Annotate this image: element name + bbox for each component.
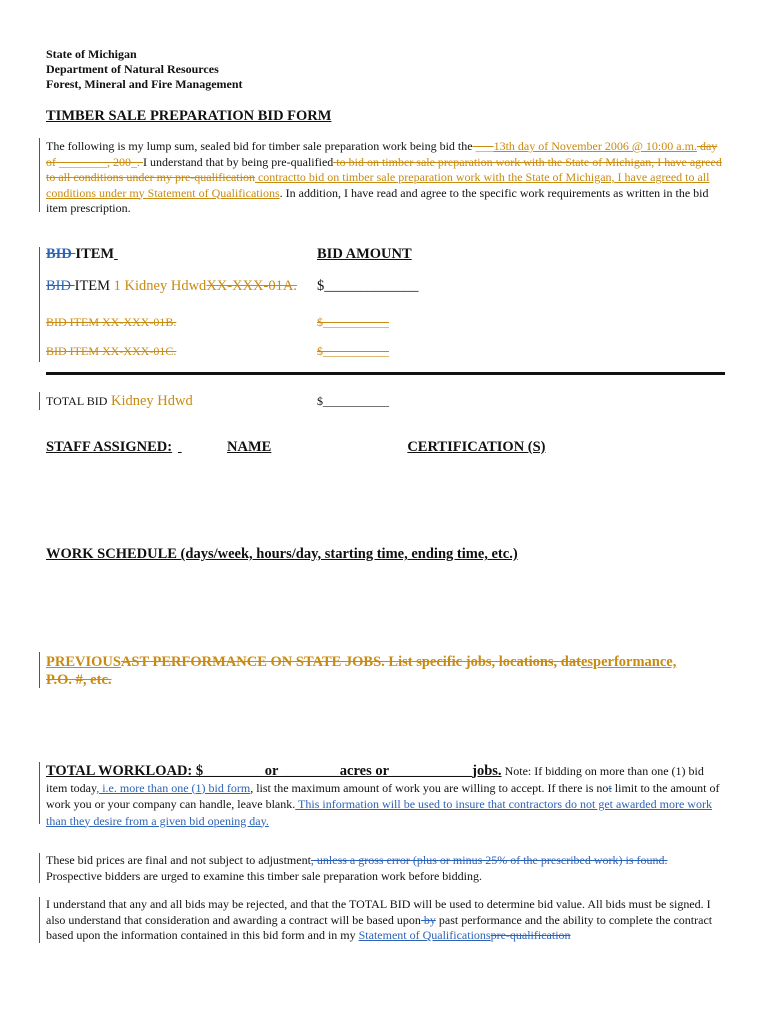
bid-row-2: BID ITEM XX-XXX-01B. xyxy=(46,315,177,329)
intro-deleted-date: day of ________, 200_. xyxy=(46,139,718,169)
workload-note-inserted: , i.e. more than one (1) bid form xyxy=(96,780,251,795)
workload-note: limit to the amount of work you or your company can handle, leave blank. xyxy=(46,780,720,811)
intro-text: . In addition, I have read and agree to the specific work requirements as written in the bid item prescription. xyxy=(46,185,709,215)
bid-row-name: 1 Kidney Hdwd xyxy=(113,278,207,294)
final-prices-paragraph xyxy=(46,853,726,884)
header-state: State of Michigan xyxy=(46,47,137,61)
bid-row-code: XX-XXX-01A. xyxy=(206,278,297,294)
previous-inserted: PREVIOUS xyxy=(46,654,121,670)
understand-inserted: Statement of Qualifications xyxy=(358,928,491,942)
bid-header-underline xyxy=(114,246,316,263)
intro-text: The following is my lump sum, sealed bid for timber sale preparation work being bid the xyxy=(46,139,473,153)
change-bar xyxy=(39,392,40,410)
bid-header-item: ITEM xyxy=(75,246,115,262)
understand-text: past performance and the ability to complete the contract based upon the information contained in this bid form and in my xyxy=(46,912,713,942)
total-bid-row xyxy=(46,392,193,410)
staff-assigned-label: STAFF ASSIGNED: xyxy=(46,439,173,455)
workload-note: Note: If bidding on more than one (1) bid item today xyxy=(46,764,704,795)
final-text: These bid prices are final and not subject to adjustment xyxy=(46,853,311,867)
understanding-paragraph xyxy=(46,897,726,944)
workload-note: , list the maximum amount of work you are willing to accept. If there is no xyxy=(250,780,609,795)
work-schedule-label: WORK SCHEDULE (days/week, hours/day, starting time, ending time, etc.) xyxy=(46,546,518,562)
final-text: Prospective bidders are urged to examine this timber sale preparation work before bidding. xyxy=(46,868,482,883)
previous-deleted: AST PERFORMANCE ON STATE JOBS. List specific jobs, locations, dat xyxy=(120,654,581,670)
staff-name-label xyxy=(227,439,546,456)
header-division: Forest, Mineral and Fire Management xyxy=(46,77,243,91)
bid-row-deleted: BID xyxy=(46,278,75,294)
header-department: Department of Natural Resources xyxy=(46,62,219,76)
change-bar xyxy=(39,652,40,688)
divider-rule xyxy=(46,372,725,375)
understand-deleted: by xyxy=(420,912,436,927)
staff-name-underline xyxy=(271,439,407,456)
total-bid-amount: $___________ xyxy=(317,394,389,408)
previous-inserted: esperformance, xyxy=(580,654,677,670)
staff-cert-label: CERTIFICATION (S) xyxy=(407,439,546,455)
bid-table-header xyxy=(46,246,316,263)
staff-gap-underline xyxy=(178,439,226,456)
bid-row-item: ITEM xyxy=(74,278,114,294)
bid-header-amount: BID AMOUNT xyxy=(317,246,412,262)
change-bar xyxy=(39,247,40,362)
workload-note-inserted: This information will be used to insure that contractors do not get awarded more work than they desire from a given bid opening day. xyxy=(46,797,712,828)
bid-row-2-amount: $___________ xyxy=(317,315,389,329)
understand-text: I understand that any and all bids may be rejected, and that the TOTAL BID will be used to determine bid value. All bids must be signed. I also understand that consideration and awarding a contract will be based upon xyxy=(46,897,711,927)
bid-row-3: BID ITEM XX-XXX-01C. xyxy=(46,344,177,358)
workload-note-deleted: t xyxy=(608,780,612,795)
bid-row-3-amount: $___________ xyxy=(317,344,389,358)
form-title: TIMBER SALE PREPARATION BID FORM xyxy=(46,108,332,124)
intro-deleted-clause: to bid on timber sale preparation work with the State of Michigan, I have agreed to all conditions under my pre-qualification xyxy=(46,154,722,184)
previous-deleted: P.O. #, etc. xyxy=(46,672,112,688)
bid-row-1-amount: $_____________ xyxy=(317,278,419,294)
bid-header-deleted: BID xyxy=(46,246,76,262)
intro-text: I understand that by being pre-qualified xyxy=(143,154,334,169)
intro-deleted-blank: ___ xyxy=(472,139,494,153)
total-workload xyxy=(46,763,726,829)
understand-deleted: pre-qualification xyxy=(490,928,571,942)
total-bid-label: TOTAL BID xyxy=(46,394,108,408)
final-deleted: , unless a gross error (plus or minus 25% of the prescribed work) is found. xyxy=(310,853,668,867)
total-bid-name: Kidney Hdwd xyxy=(107,393,193,409)
staff-name-text: NAME xyxy=(227,439,272,455)
change-bar xyxy=(39,853,40,883)
previous-performance xyxy=(46,653,726,689)
intro-date-inserted: 13th day of November 2006 @ 10:00 a.m. xyxy=(493,139,697,153)
intro-paragraph xyxy=(46,139,726,217)
change-bar xyxy=(39,138,40,212)
change-bar xyxy=(39,897,40,943)
intro-inserted-clause: contractto bid on timber sale preparation work with the State of Michigan, I have agreed to all conditions under my Statement of Qualifications xyxy=(46,170,710,200)
bid-row-1 xyxy=(46,278,297,295)
change-bar xyxy=(39,762,40,824)
workload-heading: TOTAL WORKLOAD: $________ or ________acres or ___________jobs. xyxy=(46,763,502,779)
